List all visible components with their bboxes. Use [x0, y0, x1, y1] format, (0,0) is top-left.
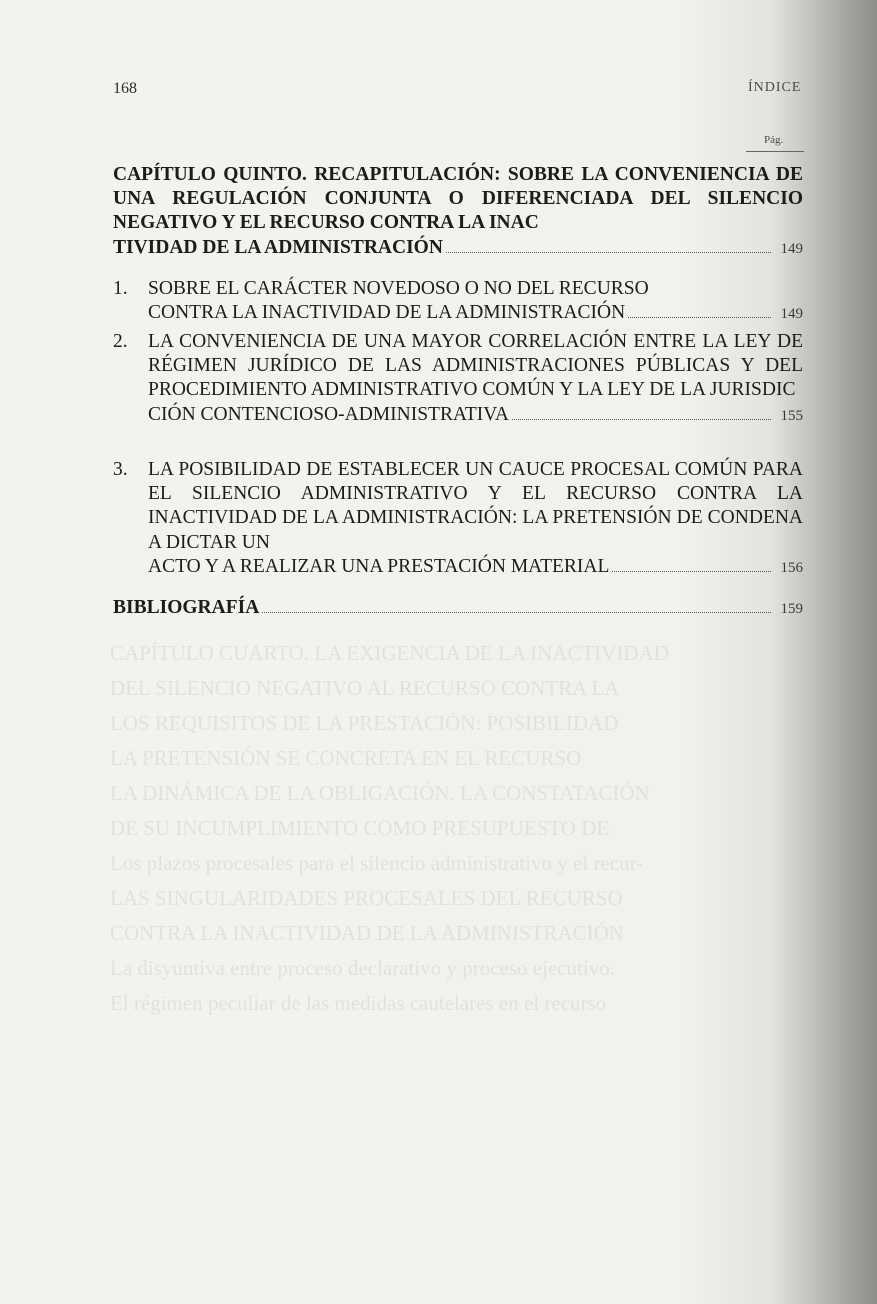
bleed-through-text: CAPÍTULO CUARTO. LA EXIGENCIA DE LA INACTIVIDAD DEL SILENCIO NEGATIVO AL RECURSO CONTRA LA LOS REQUISITOS DE LA PRESTACIÓN: POSIBILIDAD LA PRETENSIÓN SE CONCRETA EN EL RECURSO LA DINÁMICA DE LA OBLIGACIÓN. LA CONSTATACIÓN DE SU INCUMPLIMIENTO COMO PRESUPUESTO DE Los plazos procesales para el silencio administrativo y el recur- LAS SINGULARIDADES PROCESALES DEL RECURSO CONTRA LA INACTIVIDAD DE LA ADMINISTRACIÓN La disyuntiva entre proceso declarativo y proceso ejecutivo. El régimen peculiar de las medidas cautelares en el recurso [110, 641, 669, 1015]
page-number: 168 [113, 80, 137, 97]
toc-entry-text: CAPÍTULO QUINTO. RECAPITULACIÓN: SOBRE LA CONVENIENCIA DE UNA REGULACIÓN CONJUNTA O DIFERENCIADA DEL SILENCIO NEGATIVO Y EL RECURSO CONTRA LA INAC [113, 164, 803, 234]
leader-dots [446, 252, 771, 253]
toc-entry-text-last: TIVIDAD DE LA ADMINISTRACIÓN [113, 236, 443, 258]
toc-entry-number: 1. [113, 278, 128, 299]
page-column-rule [746, 151, 804, 152]
leader-dots [628, 317, 771, 318]
toc-entry-text-last: BIBLIOGRAFÍA [113, 597, 260, 618]
toc-entry-bibliography [113, 596, 803, 621]
toc-entry-text: LA POSIBILIDAD DE ESTABLECER UN CAUCE PROCESAL COMÚN PARA EL SILENCIO ADMINISTRATIVO Y EL RECURSO CONTRA LA INACTIVIDAD DE LA ADMINISTRACIÓN: LA PRETENSIÓN DE CONDENA A DICTAR UN [148, 459, 803, 553]
toc-entry-text-last: ACTO Y A REALIZAR UNA PRESTACIÓN MATERIAL [148, 555, 610, 577]
toc-page-number: 155 [780, 407, 803, 424]
toc-page-number: 159 [780, 601, 803, 617]
toc-page-number: 156 [780, 559, 803, 576]
toc-entry-chapter [113, 163, 803, 261]
toc-entry-1 [113, 277, 803, 326]
toc-entry-number: 3. [113, 459, 128, 480]
toc-entry-text: SOBRE EL CARÁCTER NOVEDOSO O NO DEL RECURSO [148, 278, 649, 299]
toc-page-number: 149 [780, 240, 803, 257]
toc-entry-text: LA CONVENIENCIA DE UNA MAYOR CORRELACIÓN ENTRE LA LEY DE RÉGIMEN JURÍDICO DE LAS ADMINISTRACIONES PÚBLICAS Y DEL PROCEDIMIENTO ADMINISTRATIVO COMÚN Y LA LEY DE LA JURISDIC [148, 331, 803, 401]
toc-entry-3 [113, 458, 803, 580]
toc-entry-2 [113, 330, 803, 428]
toc-entry-text-last: CIÓN CONTENCIOSO-ADMINISTRATIVA [148, 403, 509, 425]
leader-dots [612, 571, 771, 572]
leader-dots [512, 419, 771, 420]
leader-dots [262, 612, 771, 613]
toc-entry-number: 2. [113, 331, 128, 352]
running-head: ÍNDICE [748, 80, 802, 95]
page-column-label: Pág. [764, 134, 784, 146]
toc-entry-text-last: CONTRA LA INACTIVIDAD DE LA ADMINISTRACIÓN [148, 302, 626, 324]
toc-page-number: 149 [780, 306, 803, 323]
